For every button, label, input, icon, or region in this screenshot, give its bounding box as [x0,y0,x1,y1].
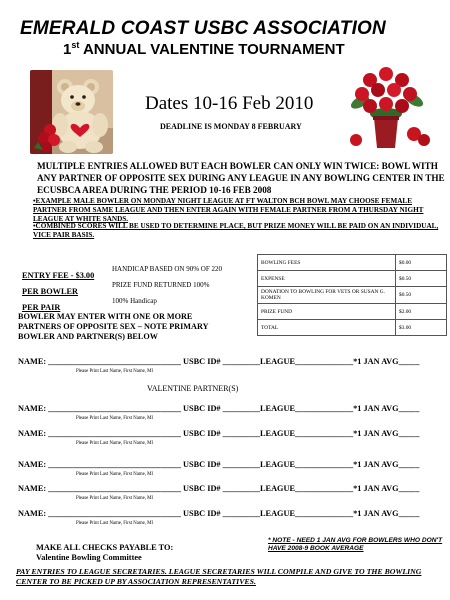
teddy-bear-image [30,70,113,154]
name-hint: Please Print Last Name, First Name, MI [76,496,154,501]
partner-line-5[interactable]: NAME: ________________________________ USBC ID# _________LEAGUE______________*1 JAN AVG_____ [18,509,420,518]
per-pair-label: PER PAIR [22,303,61,312]
fee-amount: $0.00 [396,255,447,271]
name-hint: Please Print Last Name, First Name, MI [76,521,154,526]
partner-line-4[interactable]: NAME: ________________________________ USBC ID# _________LEAGUE______________*1 JAN AVG_____ [18,484,420,493]
name-hint: Please Print Last Name, First Name, MI [76,416,154,421]
partner-line-1[interactable]: NAME: ________________________________ USBC ID# _________LEAGUE______________*1 JAN AVG_____ [18,404,420,413]
checks-payable: MAKE ALL CHECKS PAYABLE TO: Valentine Bowling Committee [36,543,174,562]
fee-row [258,255,447,271]
fee-amount: $0.50 [396,287,447,304]
fee-row [258,320,447,336]
roses-bouquet-image [340,62,432,152]
fee-label: TOTAL [258,320,396,336]
partner-instructions: BOWLER MAY ENTER WITH ONE OR MORE PARTNERS OF OPPOSITE SEX – NOTE PRIMARY BOWLER AND PARTNER(S) BELOW [18,312,209,341]
payment-instructions: PAY ENTRIES TO LEAGUE SECRETARIES. LEAGUE SECRETARIES WILL COMPILE AND GIVE TO THE BOWLING CENTER TO BE PICKED UP BY ASSOCIATION REPRESENTATIVES. [16,567,422,586]
average-note: * NOTE - NEED 1 JAN AVG FOR BOWLERS WHO DON'T HAVE 2008-9 BOOK AVERAGE [268,537,443,552]
fee-row [258,287,447,304]
handicap-basis: HANDICAP BASED ON 90% OF 220 [112,265,222,273]
prize-fund-return: PRIZE FUND RETURNED 100% [112,281,210,289]
name-hint: Please Print Last Name, First Name, MI [76,441,154,446]
deadline-text: DEADLINE IS MONDAY 8 FEBRUARY [160,122,302,131]
fee-row [258,271,447,287]
per-bowler-label: PER BOWLER [22,287,79,296]
partner-line-3[interactable]: NAME: ________________________________ USBC ID# _________LEAGUE______________*1 JAN AVG_____ [18,460,420,469]
valentine-partners-heading: VALENTINE PARTNER(S) [147,384,239,393]
example-bullet: •EXAMPLE MALE BOWLER ON MONDAY NIGHT LEAGUE AT FT WALTON BCH BOWL MAY CHOOSE FEMALE PARTNER FROM SAME LEAGUE AND THEN ENTER AGAIN WITH FEMALE PARTNER FROM A THURSDAY NIGHT LEAGUE AT WHITE SANDS. [33,197,424,223]
name-hint: Please Print Last Name, First Name, MI [76,472,154,477]
scoring-bullet: •COMBINED SCORES WILL BE USED TO DETERMINE PLACE, BUT PRIZE MONEY WILL BE PAID ON AN INDIVIDUAL, VICE PAIR BASIS. [33,222,439,239]
fee-amount: $3.00 [396,320,447,336]
entry-fee-label: ENTRY FEE - $3.00 [22,271,95,280]
multiple-entries-rule: MULTIPLE ENTRIES ALLOWED BUT EACH BOWLER CAN ONLY WIN TWICE: BOWL WITH ANY PARTNER OF OPPOSITE SEX DURING ANY LEAGUE IN ANY BOWLING CENTER IN THE ECUSBCA AREA DURING THE PERIOD 10-16 FEB 2008 [37,161,445,195]
tournament-subtitle: 1st ANNUAL VALENTINE TOURNAMENT [63,40,345,58]
fee-amount: $2.00 [396,304,447,320]
primary-bowler-line[interactable]: NAME: ________________________________ USBC ID# _________LEAGUE______________*1 JAN AVG_____ [18,357,420,366]
fee-label: BOWLING FEES [258,255,396,271]
name-hint: Please Print Last Name, First Name, MI [76,369,154,374]
fee-label: DONATION TO BOWLING FOR VETS OR SUSAN G. KOMEN [258,287,396,304]
handicap-percent: 100% Handicap [112,297,157,305]
fee-row [258,304,447,320]
fee-amount: $0.50 [396,271,447,287]
fee-label: PRIZE FUND [258,304,396,320]
association-title: EMERALD COAST USBC ASSOCIATION [20,18,386,39]
event-dates: Dates 10-16 Feb 2010 [145,93,314,114]
fee-breakdown-table [257,254,447,336]
fee-label: EXPENSE [258,271,396,287]
partner-line-2[interactable]: NAME: ________________________________ USBC ID# _________LEAGUE______________*1 JAN AVG_____ [18,429,420,438]
